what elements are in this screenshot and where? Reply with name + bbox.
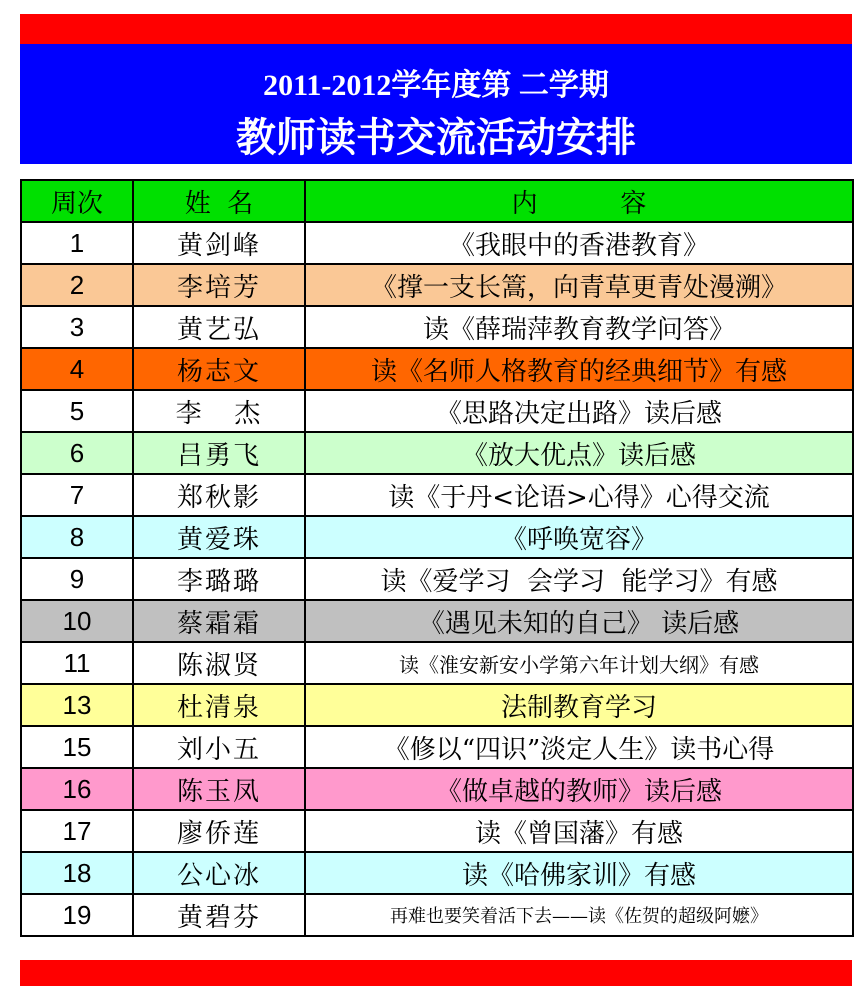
teacher-name-cell: 刘小五 <box>133 726 305 768</box>
week-cell: 18 <box>21 852 133 894</box>
week-cell: 10 <box>21 600 133 642</box>
teacher-name-cell: 陈玉凤 <box>133 768 305 810</box>
reading-topic-cell: 读《曾国藩》有感 <box>305 810 853 852</box>
table-row <box>21 852 853 894</box>
teacher-name-cell: 陈淑贤 <box>133 642 305 684</box>
bottom-red-stripe <box>20 960 852 986</box>
reading-topic-cell: 再难也要笑着活下去——读《佐贺的超级阿嬷》 <box>305 894 853 936</box>
table-row <box>21 684 853 726</box>
teacher-name-cell: 蔡霜霜 <box>133 600 305 642</box>
reading-topic-cell: 《呼唤宽容》 <box>305 516 853 558</box>
teacher-name-cell: 吕勇飞 <box>133 432 305 474</box>
week-cell: 8 <box>21 516 133 558</box>
table-row <box>21 516 853 558</box>
reading-topic-cell: 读《淮安新安小学第六年计划大纲》有感 <box>305 642 853 684</box>
week-cell: 5 <box>21 390 133 432</box>
teacher-name-cell: 李培芳 <box>133 264 305 306</box>
week-cell: 1 <box>21 222 133 264</box>
reading-topic-cell: 《撑一支长篙，向青草更青处漫溯》 <box>305 264 853 306</box>
column-header-content: 内 容 <box>305 180 853 222</box>
week-cell: 7 <box>21 474 133 516</box>
schedule-table <box>20 179 854 937</box>
title-banner <box>20 44 852 164</box>
week-cell: 17 <box>21 810 133 852</box>
table-row <box>21 810 853 852</box>
week-cell: 11 <box>21 642 133 684</box>
teacher-name-cell: 黄爱珠 <box>133 516 305 558</box>
week-cell: 6 <box>21 432 133 474</box>
teacher-name-cell: 黄艺弘 <box>133 306 305 348</box>
reading-topic-cell: 读《于丹<论语>心得》心得交流 <box>305 474 853 516</box>
table-row <box>21 306 853 348</box>
reading-topic-cell: 读《爱学习 会学习 能学习》有感 <box>305 558 853 600</box>
table-row <box>21 558 853 600</box>
table-row <box>21 432 853 474</box>
teacher-name-cell: 郑秋影 <box>133 474 305 516</box>
reading-topic-cell: 读《薛瑞萍教育教学问答》 <box>305 306 853 348</box>
teacher-name-cell: 廖侨莲 <box>133 810 305 852</box>
table-row <box>21 264 853 306</box>
week-cell: 9 <box>21 558 133 600</box>
reading-topic-cell: 法制教育学习 <box>305 684 853 726</box>
table-row <box>21 222 853 264</box>
week-cell: 15 <box>21 726 133 768</box>
teacher-name-cell: 李璐璐 <box>133 558 305 600</box>
column-header-name: 姓 名 <box>133 180 305 222</box>
page-title: 教师读书交流活动安排 <box>236 115 636 161</box>
table-row <box>21 474 853 516</box>
reading-topic-cell: 《思路决定出路》读后感 <box>305 390 853 432</box>
table-row <box>21 600 853 642</box>
week-cell: 16 <box>21 768 133 810</box>
reading-topic-cell: 《我眼中的香港教育》 <box>305 222 853 264</box>
table-row <box>21 390 853 432</box>
reading-topic-cell: 《修以“四识”淡定人生》读书心得 <box>305 726 853 768</box>
table-row <box>21 642 853 684</box>
week-cell: 19 <box>21 894 133 936</box>
week-cell: 4 <box>21 348 133 390</box>
column-header-week: 周次 <box>21 180 133 222</box>
teacher-name-cell: 李 杰 <box>133 390 305 432</box>
table-row <box>21 894 853 936</box>
teacher-name-cell: 黄碧芬 <box>133 894 305 936</box>
week-cell: 2 <box>21 264 133 306</box>
reading-topic-cell: 《遇见未知的自己》 读后感 <box>305 600 853 642</box>
week-cell: 3 <box>21 306 133 348</box>
table-row <box>21 348 853 390</box>
table-row <box>21 726 853 768</box>
teacher-name-cell: 杜清泉 <box>133 684 305 726</box>
table-row <box>21 768 853 810</box>
teacher-name-cell: 黄剑峰 <box>133 222 305 264</box>
reading-topic-cell: 读《哈佛家训》有感 <box>305 852 853 894</box>
teacher-name-cell: 公心冰 <box>133 852 305 894</box>
reading-topic-cell: 《放大优点》读后感 <box>305 432 853 474</box>
semester-subtitle: 2011-2012学年度第 二学期 <box>263 69 609 102</box>
reading-topic-cell: 《做卓越的教师》读后感 <box>305 768 853 810</box>
week-cell: 13 <box>21 684 133 726</box>
teacher-name-cell: 杨志文 <box>133 348 305 390</box>
top-red-stripe <box>20 14 852 44</box>
table-header-row <box>21 180 853 222</box>
reading-topic-cell: 读《名师人格教育的经典细节》有感 <box>305 348 853 390</box>
